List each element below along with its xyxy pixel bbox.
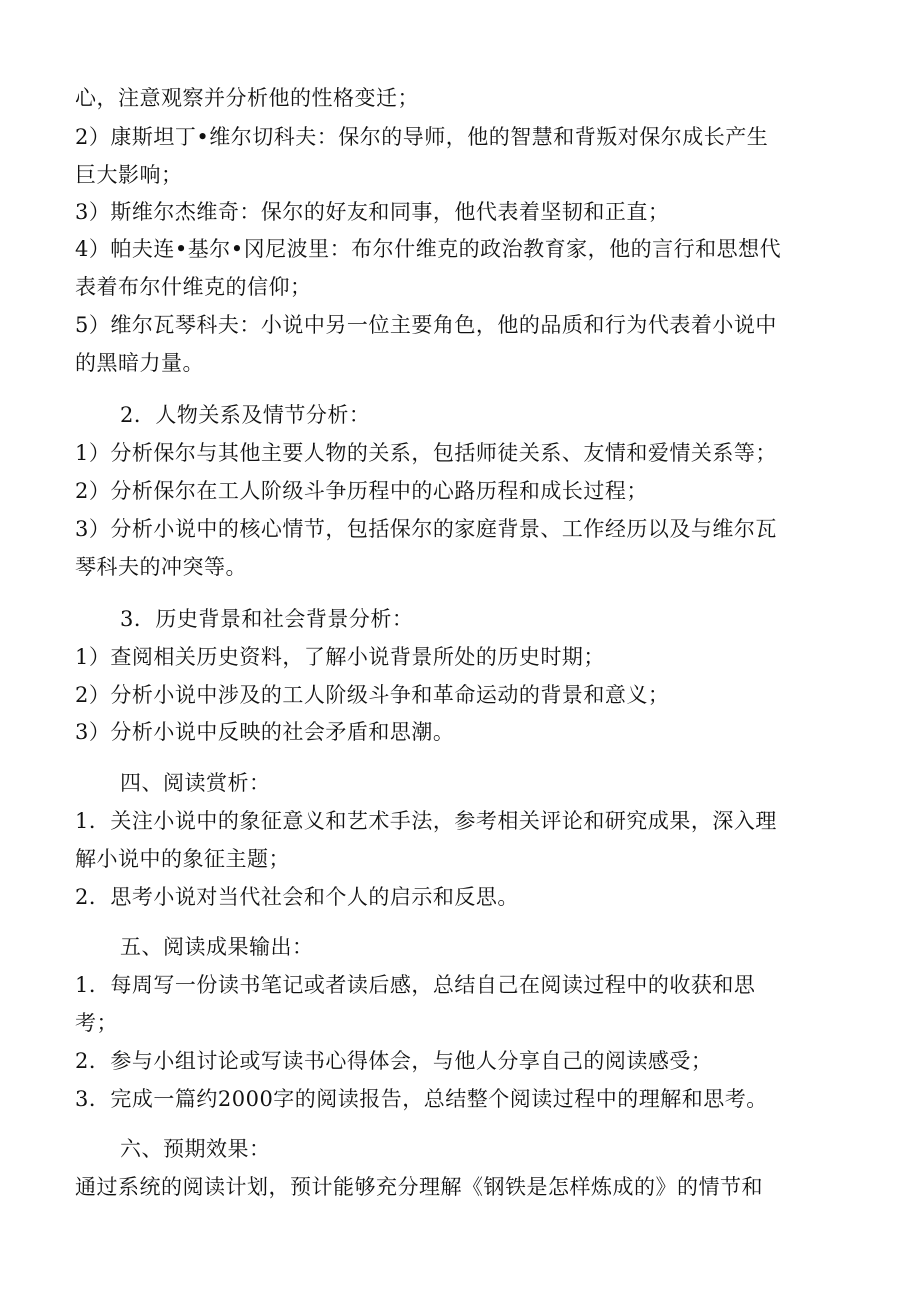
paragraph-line: 3）分析小说中反映的社会矛盾和思潮。 [75,720,455,744]
paragraph-line: 5）维尔瓦琴科夫：小说中另一位主要角色，他的品质和行为代表着小说中 [75,313,777,337]
paragraph-line: 巨大影响； [75,163,183,187]
paragraph-line: 解小说中的象征主题； [75,847,290,871]
paragraph-line: 4）帕夫连•基尔•冈尼波里：布尔什维克的政治教育家，他的言行和思想代 [75,237,782,261]
paragraph-line: 3）斯维尔杰维奇：保尔的好友和同事，他代表着坚韧和正直； [75,200,670,224]
paragraph-line: 2）分析保尔在工人阶级斗争历程中的心路历程和成长过程； [75,479,648,503]
section-heading: 3．历史背景和社会背景分析： [120,607,414,631]
paragraph-line: 的黑暗力量。 [75,351,204,375]
paragraph-line: 2）分析小说中涉及的工人阶级斗争和革命运动的背景和意义； [75,683,670,707]
paragraph-line: 1．关注小说中的象征意义和艺术手法，参考相关评论和研究成果，深入理 [75,809,777,833]
paragraph-line: 琴科夫的冲突等。 [75,555,247,579]
section-heading: 五、阅读成果输出： [120,935,314,959]
paragraph-line: 2）康斯坦丁•维尔切科夫：保尔的导师，他的智慧和背叛对保尔成长产生 [75,125,769,149]
paragraph-line: 3）分析小说中的核心情节，包括保尔的家庭背景、工作经历以及与维尔瓦 [75,517,777,541]
paragraph-line: 1）查阅相关历史资料，了解小说背景所处的历史时期； [75,645,605,669]
paragraph-line: 通过系统的阅读计划，预计能够充分理解《钢铁是怎样炼成的》的情节和 [75,1175,763,1199]
paragraph-line: 心，注意观察并分析他的性格变迁； [75,86,419,110]
section-heading: 2．人物关系及情节分析： [120,403,371,427]
section-heading: 四、阅读赏析： [120,771,271,795]
section-heading: 六、预期效果： [120,1137,271,1161]
paragraph-line: 3．完成一篇约2000字的阅读报告，总结整个阅读过程中的理解和思考。 [75,1087,768,1111]
paragraph-line: 考； [75,1011,118,1035]
paragraph-line: 2．参与小组讨论或写读书心得体会，与他人分享自己的阅读感受； [75,1049,713,1073]
paragraph-line: 1）分析保尔与其他主要人物的关系，包括师徒关系、友情和爱情关系等； [75,441,777,465]
paragraph-line: 1．每周写一份读书笔记或者读后感，总结自己在阅读过程中的收获和思 [75,973,756,997]
paragraph-line: 表着布尔什维克的信仰； [75,275,312,299]
paragraph-line: 2．思考小说对当代社会和个人的启示和反思。 [75,885,519,909]
